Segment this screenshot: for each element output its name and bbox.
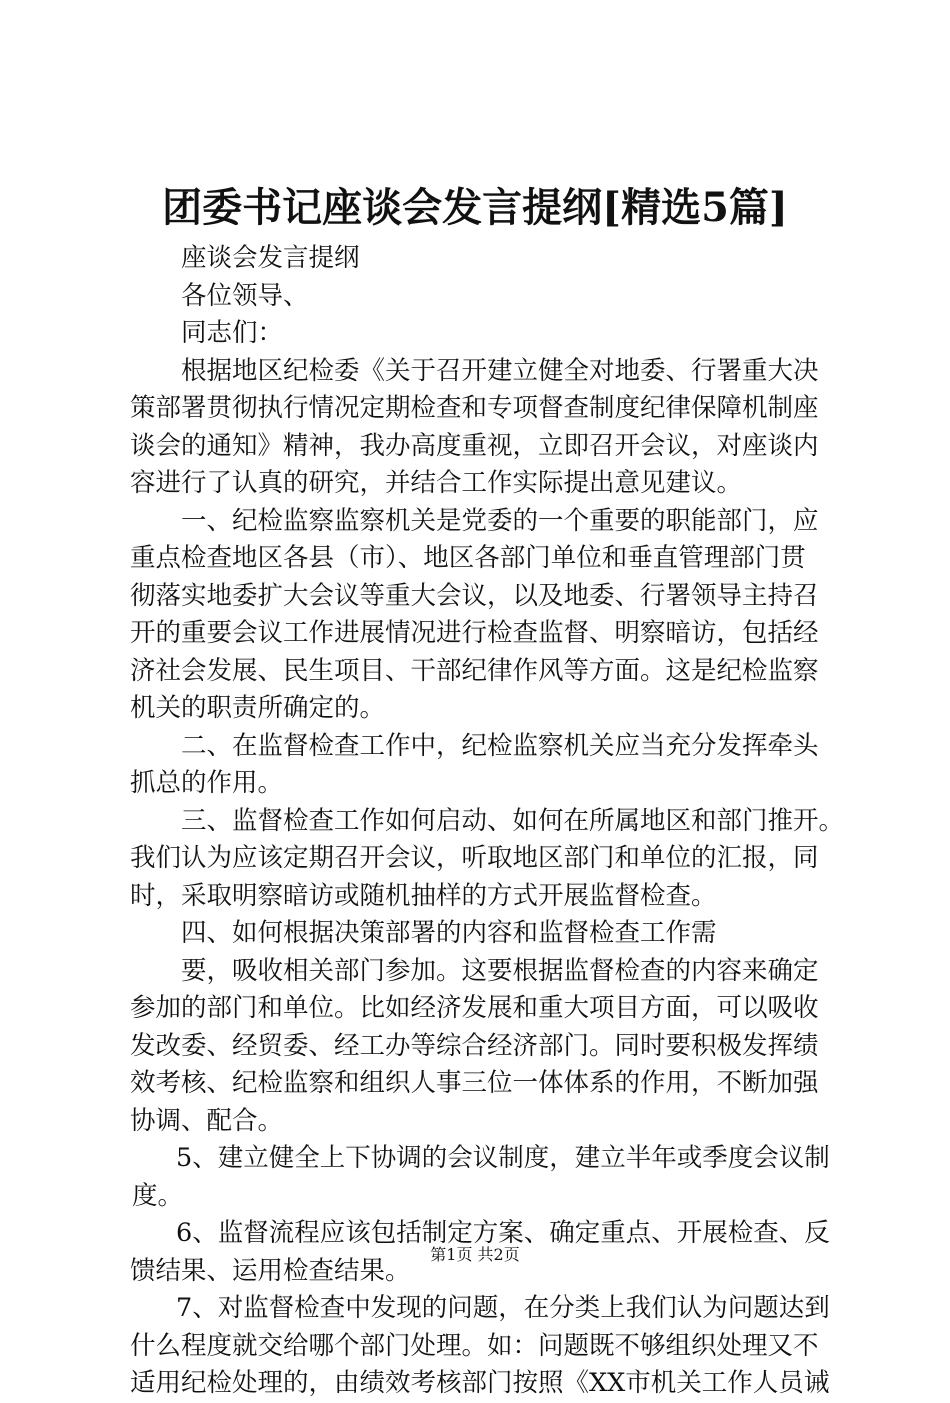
body-line: 开的重要会议工作进展情况进行检查监督、明察暗访，包括经	[130, 618, 819, 648]
body-line: 三、监督检查工作如何启动、如何在所属地区和部门推开。	[181, 805, 845, 836]
body-line: 各位领导、	[181, 280, 309, 311]
body-line: 根据地区纪检委《关于召开建立健全对地委、行署重大决	[181, 355, 819, 386]
body-line: 7、对监督检查中发现的问题，在分类上我们认为问题达到	[176, 1293, 830, 1323]
body-line: 一、纪检监察监察机关是党委的一个重要的职能部门，应	[181, 505, 819, 536]
body-line: 什么程度就交给哪个部门处理。如：问题既不够组织处理又不	[130, 1330, 819, 1361]
body-line: 机关的职责所确定的。	[130, 693, 386, 723]
body-line: 策部署贯彻执行情况定期检查和专项督查制度纪律保障机制座	[130, 393, 819, 423]
body-line: 抓总的作用。	[130, 768, 284, 798]
body-line: 协调、配合。	[130, 1105, 284, 1136]
body-line: 要，吸收相关部门参加。这要根据监督检查的内容来确定	[181, 955, 819, 986]
body-line: 济社会发展、民生项目、干部纪律作风等方面。这是纪检监察	[130, 655, 819, 686]
body-line: 5、建立健全上下协调的会议制度，建立半年或季度会议制	[176, 1143, 830, 1173]
body-line: 适用纪检处理的，由绩效考核部门按照《XX市机关工作人员诫	[130, 1368, 830, 1398]
body-line: 效考核、纪检监察和组织人事三位一体体系的作用，不断加强	[130, 1068, 819, 1098]
body-line: 发改委、经贸委、经工办等综合经济部门。同时要积极发挥绩	[130, 1030, 819, 1061]
body-line: 参加的部门和单位。比如经济发展和重大项目方面，可以吸收	[130, 993, 819, 1023]
body-line: 二、在监督检查工作中，纪检监察机关应当充分发挥牵头	[181, 730, 819, 761]
body-line: 彻落实地委扩大会议等重大会议，以及地委、行署领导主持召	[130, 580, 819, 611]
document-body	[130, 240, 850, 1403]
body-line: 6、监督流程应该包括制定方案、确定重点、开展检查、反	[176, 1218, 830, 1248]
body-line: 度。	[132, 1180, 184, 1211]
page-footer: 第1页 共2页	[430, 1245, 520, 1264]
body-line: 时，采取明察暗访或随机抽样的方式开展监督检查。	[130, 880, 717, 911]
body-line: 四、如何根据决策部署的内容和监督检查工作需	[181, 918, 717, 948]
body-line: 容进行了认真的研究，并结合工作实际提出意见建议。	[130, 468, 743, 498]
body-line: 馈结果、运用检查结果。	[130, 1255, 411, 1286]
body-line: 我们认为应该定期召开会议，听取地区部门和单位的汇报，同	[130, 843, 819, 873]
body-line: 谈会的通知》精神，我办高度重视，立即召开会议，对座谈内	[130, 430, 819, 461]
body-line: 同志们：	[181, 318, 284, 348]
body-line: 座谈会发言提纲	[181, 243, 360, 273]
body-line: 重点检查地区各县（市）、地区各部门单位和垂直管理部门贯	[130, 543, 806, 573]
document-title: 团委书记座谈会发言提纲[精选5篇]	[162, 184, 788, 231]
